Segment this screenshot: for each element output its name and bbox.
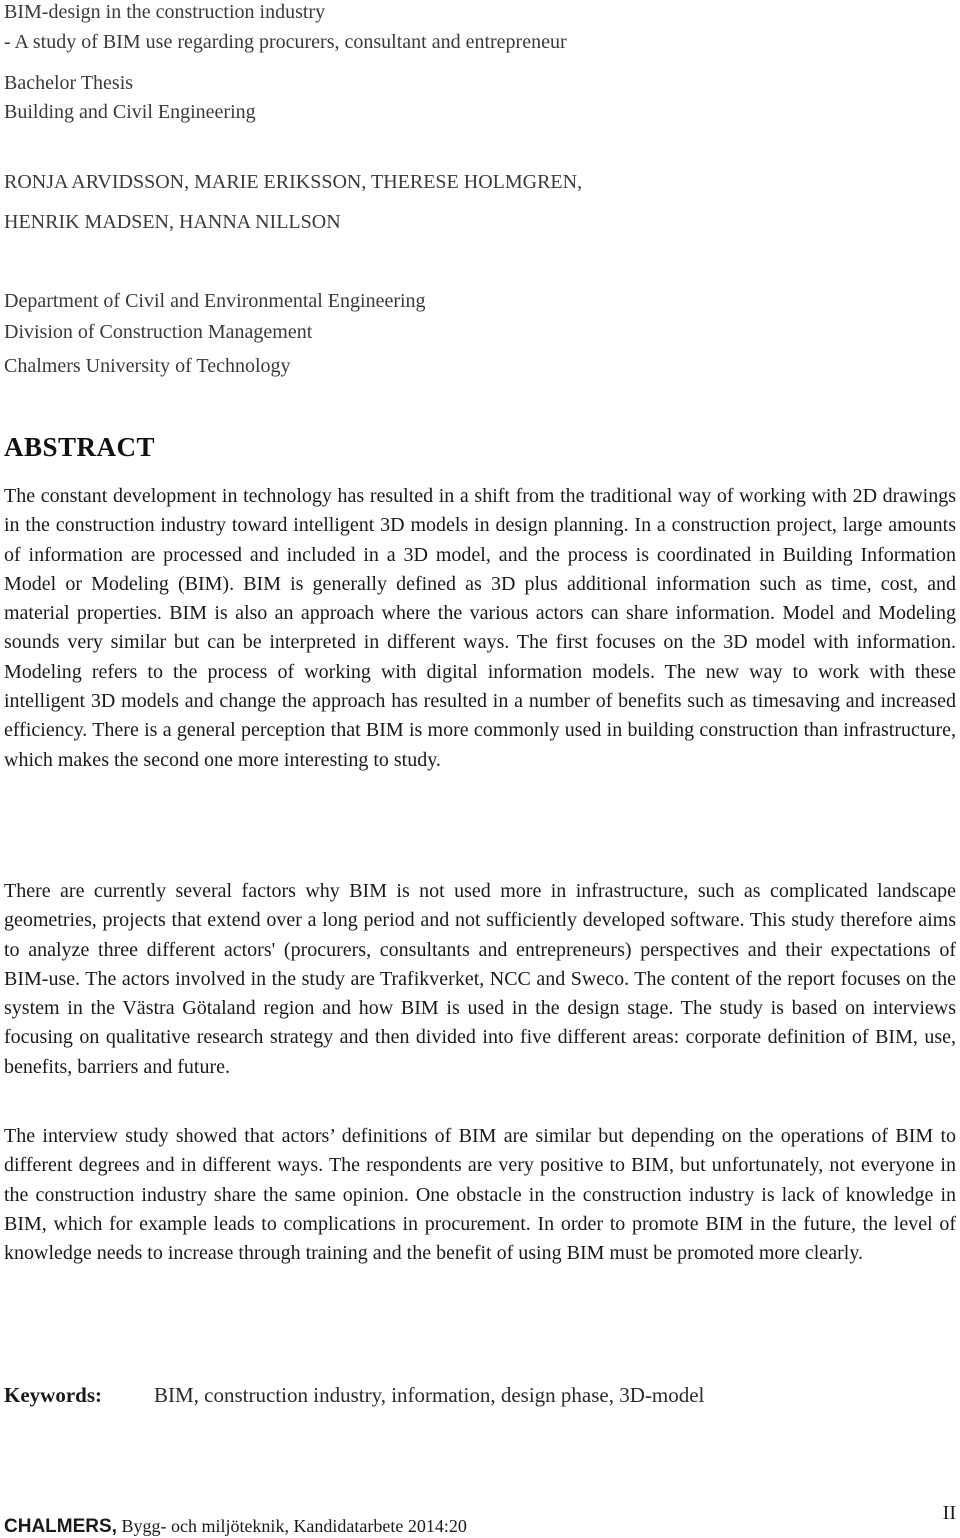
authors-line-1: RONJA ARVIDSSON, MARIE ERIKSSON, THERESE HOLMGREN, <box>4 171 583 193</box>
department-name: Department of Civil and Environmental Engineering <box>4 290 426 312</box>
page-number: II <box>942 1502 956 1524</box>
page-footer <box>4 1516 467 1538</box>
abstract-paragraph-1: The constant development in technology has resulted in a shift from the traditional way of working with 2D drawings in the construction industry toward intelligent 3D models in design planning. In a construction project, large amounts of information are processed and included in a 3D model, and the process is coordinated in Building Information Model or Modeling (BIM). BIM is generally defined as 3D plus additional information such as time, cost, and material properties. BIM is also an approach where the various actors can share information. Model and Modeling sounds very similar but can be interpreted in different ways. The first focuses on the 3D model with information. Modeling refers to the process of working with digital information models. The new way to work with these intelligent 3D models and change the approach has resulted in a number of benefits such as timesaving and increased efficiency. There is a general perception that BIM is more commonly used in building construction than infrastructure, which makes the second one more interesting to study. <box>4 485 956 771</box>
abstract-paragraph-2: There are currently several factors why BIM is not used more in infrastructure, such as complicated landscape geometries, projects that extend over a long period and not sufficiently developed software. This study therefore aims to analyze three different actors' (procurers, consultants and entrepreneurs) perspectives and their expectations of BIM-use. The actors involved in the study are Trafikverket, NCC and Sweco. The content of the report focuses on the system in the Västra Götaland region and how BIM is used in the design stage. The study is based on interviews focusing on qualitative research strategy and then divided into five different areas: corporate definition of BIM, use, benefits, barriers and future. <box>4 880 956 1078</box>
footer-text: Bygg- och miljöteknik, Kandidatarbete 2014:20 <box>116 1516 467 1536</box>
document-title: BIM-design in the construction industry <box>4 1 326 23</box>
division-name: Division of Construction Management <box>4 321 313 343</box>
keywords-row <box>4 1383 704 1408</box>
keywords-label: Keywords: <box>4 1383 102 1407</box>
footer-brand: CHALMERS, <box>4 1516 117 1537</box>
document-subtitle: - A study of BIM use regarding procurers, consultant and entrepreneur <box>4 31 567 53</box>
program-name: Building and Civil Engineering <box>4 101 256 123</box>
thesis-type: Bachelor Thesis <box>4 72 134 94</box>
abstract-paragraph-3: The interview study showed that actors’ definitions of BIM are similar but depending on the operations of BIM to different degrees and in different ways. The respondents are very positive to BIM, but unfortunately, not everyone in the construction industry share the same opinion. One obstacle in the construction industry is lack of knowledge in BIM, which for example leads to complications in procurement. In order to promote BIM in the future, the level of knowledge needs to increase through training and the benefit of using BIM must be promoted more clearly. <box>4 1125 956 1265</box>
abstract-heading: ABSTRACT <box>4 432 156 462</box>
authors-line-2: HENRIK MADSEN, HANNA NILLSON <box>4 211 341 233</box>
university-name: Chalmers University of Technology <box>4 355 291 377</box>
keywords-text: BIM, construction industry, information, design phase, 3D-model <box>154 1383 705 1407</box>
